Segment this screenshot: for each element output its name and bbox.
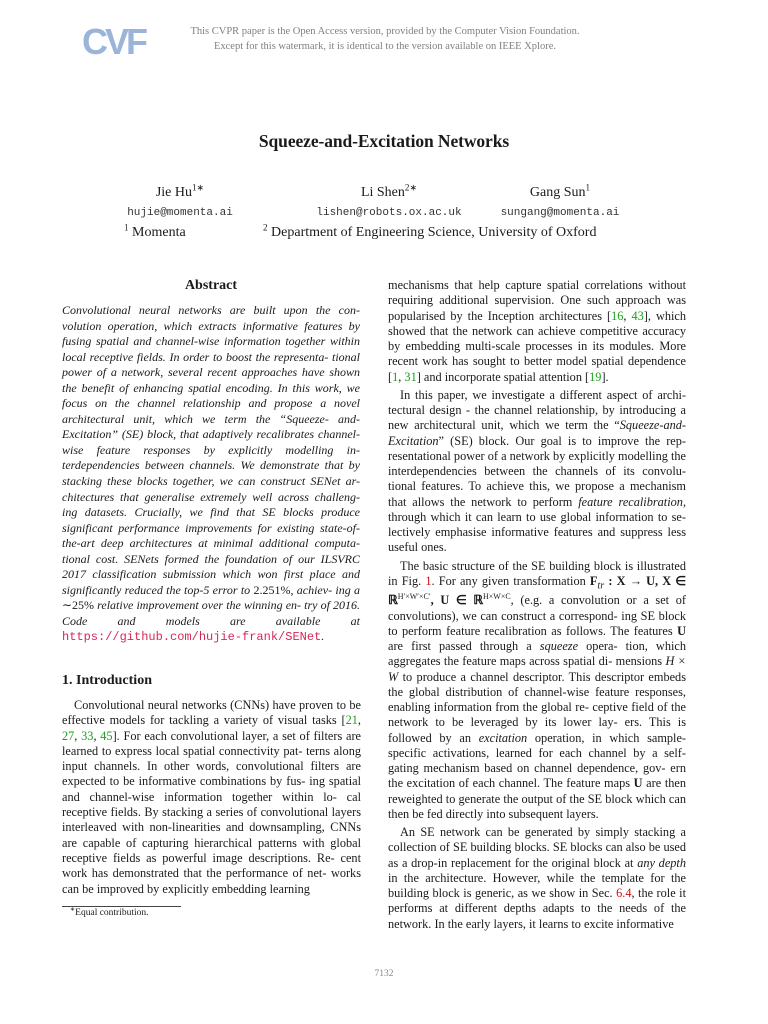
code-url-link[interactable]: https://github.com/hujie-frank/SENet [62,630,322,645]
section-ref-link[interactable]: 6.4 [616,886,632,901]
citation-link[interactable]: 27 [62,728,75,743]
watermark-line-2: Except for this watermark, it is identical to the version available on IEEE Xplore. [213,41,556,52]
author-1-email: hujie@momenta.ai [127,207,233,219]
citation-link[interactable]: 31 [404,369,417,384]
footnote-rule [62,906,181,907]
citation-link[interactable]: 19 [589,369,602,384]
citation-link[interactable]: 33 [81,728,94,743]
watermark [150,24,620,54]
cvf-logo [82,21,145,62]
author-2: Li Shen$^{2∗}$ [360,182,418,200]
affiliation-2: $^2$ Department of Engineering Science, University of Oxford [263,222,597,240]
paragraph: mechanisms that help capture spatial correlations without requiring additional supervision. One such approach was popularised by the Inception architectures [16, 43], which showed that the network can achieve competitive accuracy by embedding multi-scale processes in its modules. More recent work has sought to better model spatial dependence [1, 31] and incorporate spatial attention [19]. [388,278,687,384]
citation-link[interactable]: 21 [345,713,358,728]
author-2-email: lishen@robots.ox.ac.uk [316,207,462,219]
author-3-email: sungang@momenta.ai [500,207,620,219]
right-column-body [388,278,686,932]
paper-title: Squeeze-and-Excitation Networks [258,131,510,151]
paragraph: The basic structure of the SE building block is illustrated in Fig. 1. For any given transformation $F_{tr}$ : X → U, X ∈ ℝ$^{H'\times W'\times C'}$, U ∈ ℝ$^{H\times W\times C}$, (e.g. a convolution or a set of convolutions), we can construct a correspond- ing SE block to perform feature recalibration as follows. The features U are first passed through a squeeze opera- tion, which aggregates the feature maps across spatial di- mensions H × W to produce a channel descriptor. This descriptor embeds the global distribution of channel-wise feature responses, enabling information from the global re- ceptive field of the network to be leveraged by its lower lay- ers. This is followed by an excitation operation, in which sample-specific activations, learned for each channel by a self-gating mechanism based on channel dependence, gov- ern the excitation of each channel. The feature maps U are then reweighted to generate the output of the SE block which can then be fed directly into subsequent layers. [388,558,687,821]
author-1: Jie $Hu^{1∗}$ [155,182,205,200]
affiliation-1: $^1$ Momenta [124,222,186,240]
improvement-value: ∼25% [62,598,95,613]
paragraph: In this paper, we investigate a different aspect of archi- tectural design - the channel relationship, by introducing a new architectural unit, which we term the “Squeeze-and- Excitation” (SE) block. Our goal is to improve the rep- resentational power of a network by explicitly modelling the interdependencies between the channels of its convolu- tional features. To achieve this, we propose a mechanism that allows the network to perform feature recalibration, through which it can learn to use global information to se- lectively emphasise informative features and suppress less useful ones. [388,387,687,555]
page-number: 7132 [374,969,394,979]
cvf-logo-text: CVF [82,21,145,62]
author-3: Gang Sun$^1$ [529,182,591,200]
citation-link[interactable]: 45 [100,728,113,743]
citation-link[interactable]: 43 [631,308,644,323]
citation-link[interactable]: 16 [611,308,624,323]
section-heading-introduction: 1. Introduction [62,673,152,688]
footnote: ∗Equal contribution. [70,906,149,918]
abstract-body: Convolutional neural networks are built upon the con- volution operation, which extracts informative features by fusing spatial and channel-wise information together within local receptive fields. In order to boost the representa- tional power of a network, several recent approaches have shown the benefit of enhancing spatial encoding. In this work, we focus on the channel relationship and propose a novel architectural unit, which we term the “Squeeze- and-Excitation” (SE) block, that adaptively recalibrates channel-wise feature responses by explicitly modelling in- terdependencies between channels. We demonstrate that by stacking these blocks together, we can construct SENet ar- chitectures that generalise extremely well across challeng- ing datasets. Crucially, we find that SE blocks produce significant performance improvements for existing state-of- the-art deep architectures at minimal additional computa- tional cost. SENets formed the foundation of our ILSVRC 2017 classification submission which won first place and significantly reduced the top-5 error to 2.251%, achiev- ing a ∼25% relative improvement over the winning en- try of 2016. Code and models are available at https://github.com/hujie-frank/SENet. [62,303,360,645]
citation-link[interactable]: 1 [392,369,399,384]
introduction-body: Convolutional neural networks (CNNs) have proven to be effective models for tackling a variety of visual tasks [21, 27, 33, 45]. For each convolutional layer, a set of filters are learned to express local spatial connectivity pat- terns along input channels. In other words, convolutional filters are expected to be informative combinations by fus- ing spatial and channel-wise information together within lo- cal receptive fields. By stacking a series of convolutional layers interleaved with non-linearities and downsampling, CNNs are capable of capturing hierarchical patterns with global receptive fields as powerful image descriptions. Re- cent work has demonstrated that the performance of net- works can be improved by explicitly embedding learning [62,698,362,896]
paragraph: An SE network can be generated by simply stacking a collection of SE building blocks. SE blocks can also be used as a drop-in replacement for the original block at any depth in the architecture. However, while the template for the building block is generic, as we show in Sec. 6.4, the role it performs at different depths adapts to the needs of the network. In the early layers, it learns to excite informative [388,825,686,931]
figure-ref-link[interactable]: 1 [425,573,432,588]
watermark-line-1: This CVPR paper is the Open Access version, provided by the Computer Vision Foundation. [190,26,580,37]
error-value: 2.251% [253,582,291,597]
abstract-heading: Abstract [184,278,238,293]
